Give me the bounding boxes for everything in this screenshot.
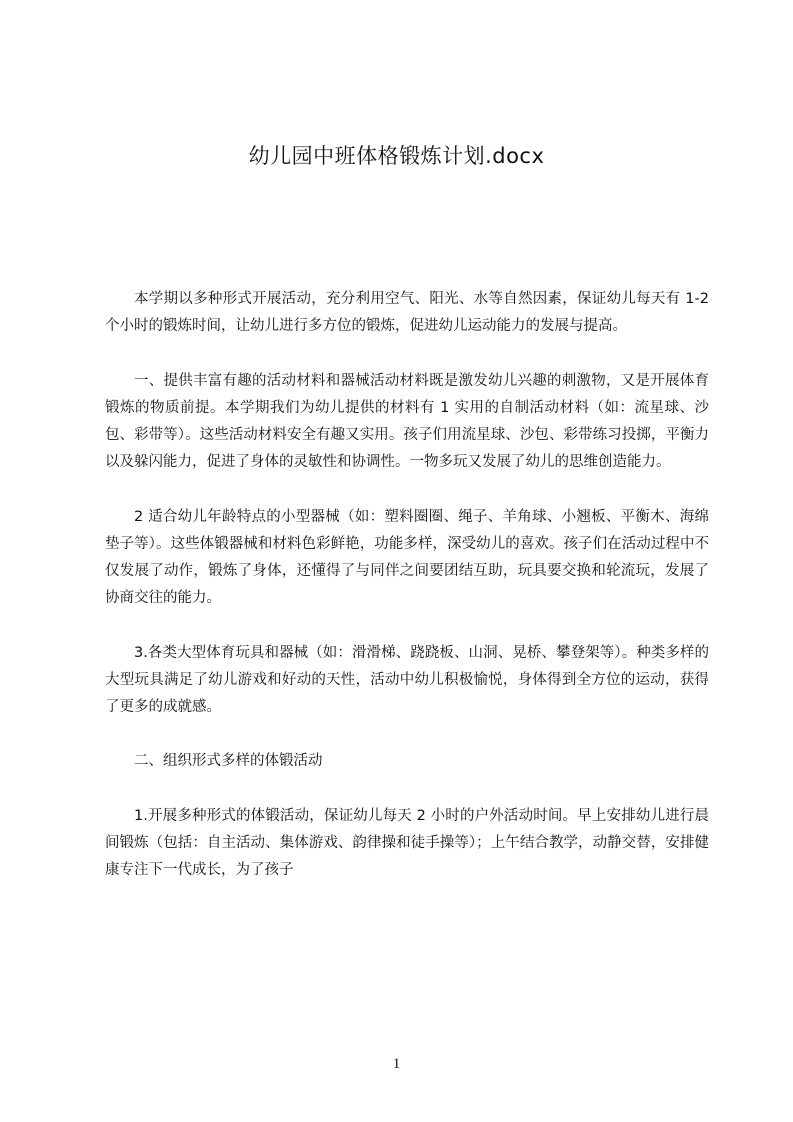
paragraph-materials: 一、提供丰富有趣的活动材料和器械活动材料既是激发幼儿兴趣的刺激物，又是开展体育锻炼的物质前提。本学期我们为幼儿提供的材料有 1 实用的自制活动材料（如：流星球、沙包、彩带等）。这些活动材料安全有趣又实用。孩子们用流星球、沙包、彩带练习投掷，平衡力以及躲闪能力，促进了身体的灵敏性和协调性。一物多玩又发展了幼儿的思维创造能力。: [105, 372, 709, 471]
paragraph-intro: 本学期以多种形式开展活动，充分利用空气、阳光、水等自然因素，保证幼儿每天有 1-2 个小时的锻炼时间，让幼儿进行多方位的锻炼，促进幼儿运动能力的发展与提高。: [105, 291, 709, 335]
document-title: 幼儿园中班体格锻炼计划.docx: [248, 144, 545, 168]
page-number: 1: [392, 1056, 401, 1072]
paragraph-small-equipment: 2 适合幼儿年龄特点的小型器械（如：塑料圈圈、绳子、羊角球、小翘板、平衡木、海绵垫子等）。这些体锻器械和材料色彩鲜艳，功能多样，深受幼儿的喜欢。孩子们在活动过程中不仅发展了动作，锻炼了身体，还懂得了与同伴之间要团结互助，玩具要交换和轮流玩，发展了协商交往的能力。: [105, 508, 709, 607]
document-body: [105, 286, 709, 912]
section-heading-activities: 二、组织形式多样的体锻活动: [134, 753, 323, 770]
paragraph-activities: 1.开展多种形式的体锻活动，保证幼儿每天 2 小时的户外活动时间。早上安排幼儿进行晨间锻炼（包括：自主活动、集体游戏、韵律操和徒手操等）；上午结合教学，动静交替，安排健康专注下一代成长，为了孩子: [105, 807, 709, 879]
paragraph-large-equipment: 3.各类大型体育玩具和器械（如：滑滑梯、跷跷板、山洞、晃桥、攀登架等）。种类多样的大型玩具满足了幼儿游戏和好动的天性，活动中幼儿积极愉悦，身体得到全方位的运动，获得了更多的成就感。: [105, 644, 709, 715]
